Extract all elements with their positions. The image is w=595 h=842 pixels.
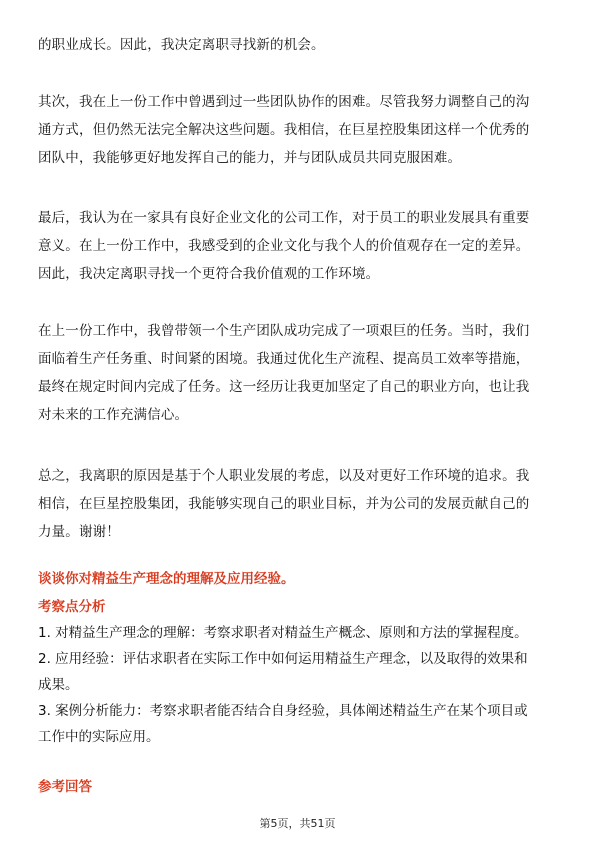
paragraph-line: 在上一份工作中，我曾带领一个生产团队成功完成了一项艰巨的任务。当时，我们 bbox=[38, 323, 530, 339]
paragraph-line: 面临着生产任务重、时间紧的困境。我通过优化生产流程、提高员工效率等措施， bbox=[38, 351, 530, 367]
paragraph-line: 通方式，但仍然无法完全解决这些问题。我相信，在巨星控股集团这样一个优秀的 bbox=[38, 122, 530, 138]
list-item-line: 工作中的实际应用。 bbox=[38, 729, 160, 745]
list-item-line: 3. 案例分析能力：考察求职者能否结合自身经验，具体阐述精益生产在某个项目或 bbox=[38, 703, 528, 719]
list-item-line: 成果。 bbox=[38, 677, 79, 693]
question-title: 谈谈你对精益生产理念的理解及应用经验。 bbox=[38, 571, 295, 587]
page-number: 第5页，共51页 bbox=[259, 817, 336, 830]
paragraph-line: 团队中，我能够更好地发挥自己的能力，并与团队成员共同克服困难。 bbox=[38, 150, 462, 166]
paragraph-teamwork bbox=[38, 88, 560, 172]
paragraph-line: 因此，我决定离职寻找一个更符合我价值观的工作环境。 bbox=[38, 266, 380, 282]
paragraph-career-growth bbox=[38, 31, 560, 59]
list-item bbox=[38, 620, 560, 646]
paragraph-experience bbox=[38, 317, 560, 429]
list-item bbox=[38, 646, 560, 698]
paragraph-line: 意义。在上一份工作中，我感受到的企业文化与我个人的价值观存在一定的差异。 bbox=[38, 238, 530, 254]
list-item-line: 1. 对精益生产理念的理解：考察求职者对精益生产概念、原则和方法的掌握程度。 bbox=[38, 625, 528, 641]
list-item-line: 2. 应用经验：评估求职者在实际工作中如何运用精益生产理念，以及取得的效果和 bbox=[38, 651, 528, 667]
paragraph-line: 其次，我在上一份工作中曾遇到过一些团队协作的困难。尽管我努力调整自己的沟 bbox=[38, 94, 530, 110]
paragraph-line: 对未来的工作充满信心。 bbox=[38, 407, 189, 423]
paragraph-conclusion bbox=[38, 462, 560, 546]
paragraph-line: 的职业成长。因此，我决定离职寻找新的机会。 bbox=[38, 37, 325, 53]
paragraph-line: 力量。谢谢！ bbox=[38, 524, 120, 540]
list-item bbox=[38, 698, 560, 750]
paragraph-line: 相信，在巨星控股集团，我能够实现自己的职业目标，并为公司的发展贡献自己的 bbox=[38, 496, 530, 512]
reference-answer-heading: 参考回答 bbox=[38, 779, 92, 795]
paragraph-culture bbox=[38, 204, 560, 288]
paragraph-line: 最后，我认为在一家具有良好企业文化的公司工作，对于员工的职业发展具有重要 bbox=[38, 210, 530, 226]
paragraph-line: 总之，我离职的原因是基于个人职业发展的考虑，以及对更好工作环境的追求。我 bbox=[38, 468, 530, 484]
analysis-heading: 考察点分析 bbox=[38, 599, 106, 615]
analysis-points-list bbox=[38, 620, 560, 750]
paragraph-line: 最终在规定时间内完成了任务。这一经历让我更加坚定了自己的职业方向，也让我 bbox=[38, 379, 530, 395]
